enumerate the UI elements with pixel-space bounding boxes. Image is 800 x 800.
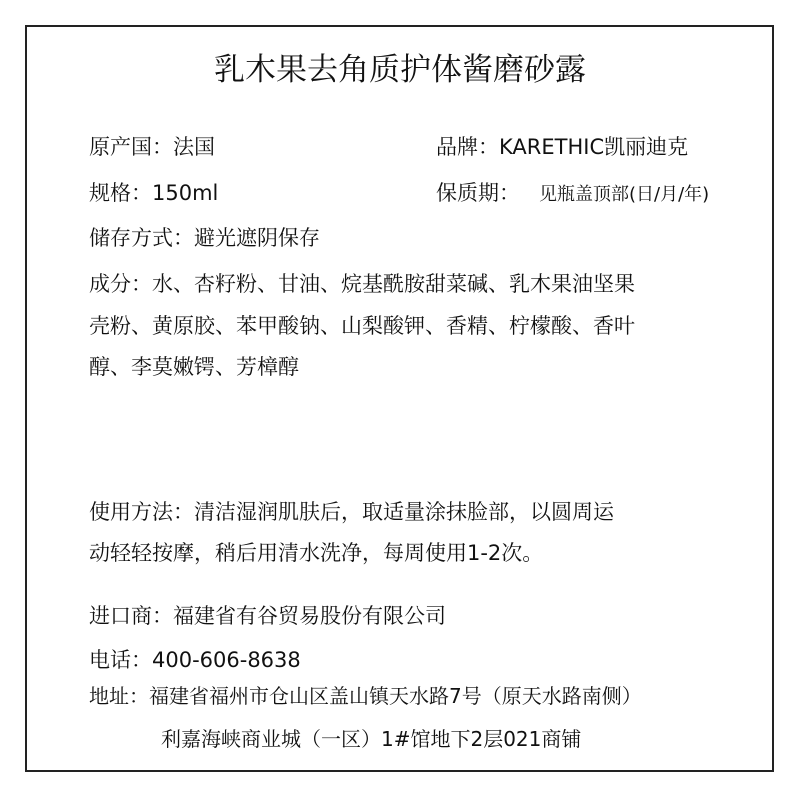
shelf-life-label: 保质期： bbox=[436, 181, 520, 205]
usage-line-1: 使用方法：清洁湿润肌肤后，取适量涂抹脸部，以圆周运 bbox=[89, 500, 614, 524]
storage-text: 储存方式：避光遮阴保存 bbox=[89, 226, 320, 250]
ingredients-line-1: 成分：水、杏籽粉、甘油、烷基酰胺甜菜碱、乳木果油坚果 bbox=[89, 272, 635, 296]
importer-text: 进口商：福建省有谷贸易股份有限公司 bbox=[89, 604, 446, 628]
ingredients-line-3: 醇、李莫嫩锷、芳樟醇 bbox=[89, 355, 299, 379]
shelf-life-value: 见瓶盖顶部(日/月/年) bbox=[539, 184, 710, 205]
product-title: 乳木果去角质护体酱磨砂露 bbox=[214, 52, 586, 88]
address-line-2: 利嘉海峡商业城（一区）1#馆地下2层021商铺 bbox=[161, 727, 582, 751]
address-line-1: 地址：福建省福州市仓山区盖山镇天水路7号（原天水路南侧） bbox=[89, 684, 642, 708]
ingredients-line-2: 壳粉、黄原胶、苯甲酸钠、山梨酸钾、香精、柠檬酸、香叶 bbox=[89, 314, 635, 338]
phone-text: 电话：400-606-8638 bbox=[89, 648, 301, 672]
usage-line-2: 动轻轻按摩，稍后用清水洗净，每周使用1-2次。 bbox=[89, 541, 544, 565]
origin-text: 原产国：法国 bbox=[89, 135, 215, 159]
brand-text: 品牌：KARETHIC凯丽迪克 bbox=[436, 135, 689, 159]
spec-text: 规格：150ml bbox=[89, 181, 219, 205]
